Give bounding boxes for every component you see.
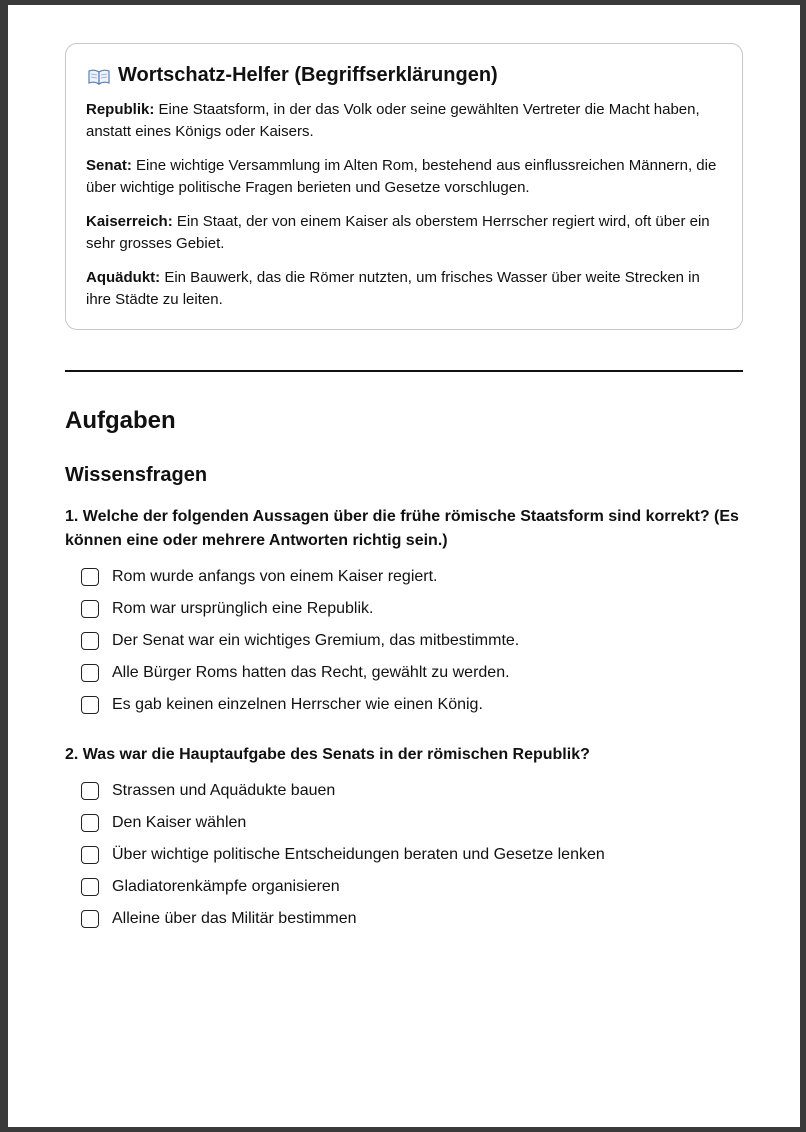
- term-name: Kaiserreich:: [86, 213, 173, 230]
- term-definition: Eine wichtige Versammlung im Alten Rom, bestehend aus einflussreichen Männern, die über wichtige politische Fragen berieten und Gesetze vorschlugen.: [86, 157, 717, 196]
- question-1: [65, 505, 743, 721]
- term-name: Republik:: [86, 101, 155, 118]
- tasks-heading: Aufgaben: [65, 407, 176, 434]
- checkbox[interactable]: [81, 696, 99, 714]
- checkbox[interactable]: [81, 910, 99, 928]
- glossary-box: [65, 43, 743, 330]
- term-definition: Ein Staat, der von einem Kaiser als oberstem Herrscher regiert wird, oft über ein sehr grosses Gebiet.: [86, 213, 710, 252]
- answer-option[interactable]: [65, 839, 743, 871]
- checkbox[interactable]: [81, 568, 99, 586]
- term-definition: Eine Staatsform, in der das Volk oder seine gewählten Vertreter die Macht haben, anstatt eines Königs oder Kaisers.: [86, 101, 700, 140]
- open-book-icon: [88, 68, 110, 84]
- glossary-term: [86, 155, 722, 199]
- option-label: Strassen und Aquädukte bauen: [112, 782, 336, 799]
- answer-option[interactable]: [65, 593, 743, 625]
- answer-option[interactable]: [65, 807, 743, 839]
- option-label: Es gab keinen einzelnen Herrscher wie einen König.: [112, 696, 483, 713]
- option-label: Alle Bürger Roms hatten das Recht, gewählt zu werden.: [112, 664, 510, 681]
- answer-option[interactable]: [65, 657, 743, 689]
- option-label: Alleine über das Militär bestimmen: [112, 910, 357, 927]
- term-name: Aquädukt:: [86, 269, 161, 286]
- option-label: Rom wurde anfangs von einem Kaiser regiert.: [112, 568, 438, 585]
- option-label: Rom war ursprünglich eine Republik.: [112, 600, 374, 617]
- glossary-term: [86, 99, 722, 143]
- term-definition: Ein Bauwerk, das die Römer nutzten, um frisches Wasser über weite Strecken in ihre Städte zu leiten.: [86, 269, 700, 308]
- knowledge-questions-heading: Wissensfragen: [65, 464, 208, 486]
- question-2: [65, 743, 743, 935]
- worksheet-page: [8, 5, 800, 1127]
- checkbox[interactable]: [81, 664, 99, 682]
- checkbox[interactable]: [81, 814, 99, 832]
- answer-option[interactable]: [65, 561, 743, 593]
- checkbox[interactable]: [81, 782, 99, 800]
- answer-option[interactable]: [65, 903, 743, 935]
- answer-option[interactable]: [65, 775, 743, 807]
- checkbox[interactable]: [81, 600, 99, 618]
- checkbox[interactable]: [81, 846, 99, 864]
- answer-option[interactable]: [65, 625, 743, 657]
- answer-option[interactable]: [65, 871, 743, 903]
- question-text: 1. Welche der folgenden Aussagen über die frühe römische Staatsform sind korrekt? (Es können eine oder mehrere Antworten richtig sein.): [65, 508, 739, 549]
- option-label: Über wichtige politische Entscheidungen beraten und Gesetze lenken: [112, 846, 605, 863]
- glossary-term: [86, 211, 722, 255]
- term-name: Senat:: [86, 157, 132, 174]
- option-label: Der Senat war ein wichtiges Gremium, das mitbestimmte.: [112, 632, 520, 649]
- answer-option[interactable]: [65, 689, 743, 721]
- option-label: Den Kaiser wählen: [112, 814, 247, 831]
- glossary-heading: [88, 64, 722, 87]
- option-label: Gladiatorenkämpfe organisieren: [112, 878, 340, 895]
- checkbox[interactable]: [81, 878, 99, 896]
- question-text: 2. Was war die Hauptaufgabe des Senats in der römischen Republik?: [65, 746, 590, 763]
- glossary-title: Wortschatz-Helfer (Begriffserklärungen): [118, 64, 498, 86]
- checkbox[interactable]: [81, 632, 99, 650]
- section-divider: [65, 370, 743, 372]
- glossary-term: [86, 267, 722, 311]
- worksheet-content: [65, 43, 743, 935]
